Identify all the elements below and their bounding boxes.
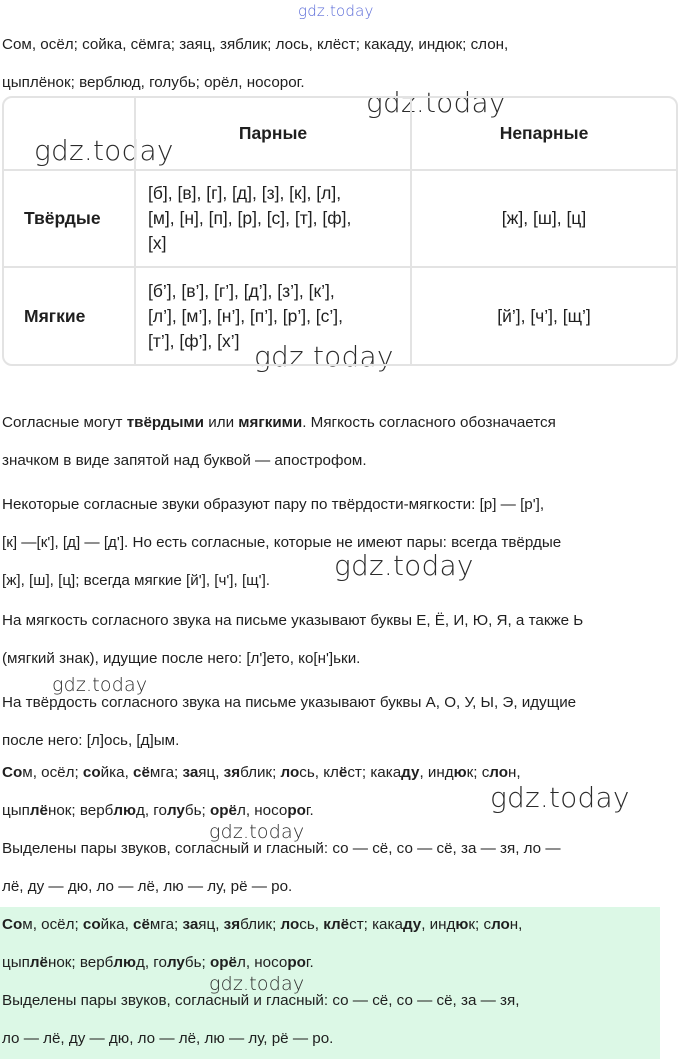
soft-unpaired-cell: [й’], [ч’], [щ’]	[497, 305, 591, 326]
bold-syllable: лю	[113, 802, 136, 819]
text-segment: мга;	[149, 764, 183, 781]
bold-syllable: за	[182, 916, 199, 933]
bold-syllable: ро	[287, 954, 306, 971]
text-segment: сь, кл	[299, 764, 339, 781]
watermark: gdz.today	[490, 781, 630, 814]
bold-syllable: ло	[280, 764, 300, 781]
soft-paired-cell: [б’], [в’], [г’], [д’], [з’], [к’], [л’], [м’], [н’], [п’], [р’], [с’], [т’], [ф’], [х’]	[136, 268, 412, 364]
text-segment: ст; кака	[349, 916, 403, 933]
text-segment: яц,	[198, 764, 224, 781]
text-segment: сь,	[299, 916, 324, 933]
bold-syllable: ло	[280, 916, 300, 933]
row-hard-label: Твёрдые	[4, 171, 136, 269]
bold-syllable: ду	[401, 764, 420, 781]
header-unpaired: Непарные	[412, 98, 676, 171]
text-segment: л, носо	[236, 802, 288, 819]
bold-syllable: ду	[402, 916, 422, 933]
text-segment: бь;	[184, 954, 210, 971]
text-segment: м, осёл;	[22, 916, 83, 933]
text-segment: цып	[2, 954, 30, 971]
text-segment: л, носо	[236, 954, 288, 971]
bold-syllable: зя	[223, 916, 241, 933]
theory-paragraph-2: Некоторые согласные звуки образуют пару по твёрдости-мягкости: [р] — [р'], [к] —[к'], [д] — [д']. Но есть согласные, которые не имеют пары: всегда твёрдые [ж], [ш], [ц]; всегда мягкие [й'], [ч'], [щ'].	[2, 496, 562, 589]
bold-syllable: ро	[287, 802, 306, 819]
consonant-table	[2, 96, 678, 366]
bold-syllable: ю	[453, 764, 467, 781]
bold-syllable: сё	[133, 764, 150, 781]
text-segment: йка,	[100, 764, 134, 781]
answer-1-line-1	[2, 754, 678, 792]
bold-syllable: клё	[323, 916, 350, 933]
watermark: gdz.today	[209, 821, 305, 843]
bold-syllable: со	[82, 916, 101, 933]
text-segment: м, осёл;	[22, 764, 83, 781]
bold-syllable: ло	[491, 916, 510, 933]
hard-paired-cell: [б], [в], [г], [д], [з], [к], [л], [м], [н], [п], [р], [с], [т], [ф], [х]	[136, 171, 412, 269]
bold-syllable: Со	[2, 916, 23, 933]
bold-syllable: лё	[29, 802, 48, 819]
text-segment: нок; верб	[47, 802, 114, 819]
answer-2-line-1	[2, 906, 678, 944]
text-segment: г.	[305, 954, 314, 971]
bold-syllable: со	[82, 764, 101, 781]
text-segment: блик;	[240, 764, 281, 781]
answer-1-line-2	[2, 792, 678, 830]
text-segment: н,	[509, 916, 523, 933]
corner-cell	[4, 98, 136, 171]
bold-syllable: сё	[133, 916, 150, 933]
intro-words: Сом, осёл; сойка, сёмга; заяц, зяблик; лось, клёст; какаду, индюк; слон, цыплёнок; верблюд, голубь; орёл, носорог.	[2, 36, 509, 91]
watermark: gdz.today	[366, 86, 506, 119]
bold-syllable: ё	[338, 764, 348, 781]
theory-paragraph-4: На твёрдость согласного звука на письме указывают буквы А, О, У, Ы, Э, идущие после него: [л]ось, [д]ым.	[2, 694, 577, 749]
answer-2-line-2	[2, 944, 678, 982]
text-segment: , инд	[419, 764, 454, 781]
bold-syllable: орё	[209, 802, 237, 819]
bold-syllable: лю	[113, 954, 136, 971]
text-segment: д, го	[136, 954, 167, 971]
text-segment: н,	[508, 764, 521, 781]
watermark-top: gdz.today	[298, 2, 374, 20]
header-paired: Парные	[136, 98, 412, 171]
text-segment: , инд	[421, 916, 456, 933]
text-segment: к; с	[466, 764, 490, 781]
text-segment: г.	[305, 802, 314, 819]
theory-paragraph-3: На мягкость согласного звука на письме указывают буквы Е, Ё, И, Ю, Я, а также Ь (мягкий знак), идущие после него: [л']ето, ко[н']ьки.	[2, 612, 584, 667]
bold-syllable: зя	[223, 764, 241, 781]
text-segment: яц,	[198, 916, 224, 933]
bold-syllable: ю	[455, 916, 469, 933]
bold-syllable: лу	[166, 802, 185, 819]
bold-syllable: Со	[2, 764, 23, 781]
row-soft-label: Мягкие	[4, 268, 136, 364]
text-segment: цып	[2, 802, 30, 819]
watermark: gdz.today	[52, 674, 148, 696]
watermark: gdz.today	[334, 549, 474, 582]
theory-paragraph-1: Согласные могут твёрдыми или мягкими. Мягкость согласного обозначается значком в виде запятой над буквой — апострофом.	[2, 414, 556, 469]
text-segment: к; с	[468, 916, 492, 933]
answer-2: Сом, осёл; сойка, сёмга; заяц, зяблик; лось, клёст; какаду, индюк; слон, цыплёнок; верблюд, голубь; орёл, носорог. Выделены пары звуков, согласный и гласный: со — сё, со — сё, за — зя, ло — лё, ду — дю, ло — лё, лю — лу, рё — ро.	[2, 906, 678, 1058]
text-segment: блик;	[240, 916, 281, 933]
text-segment: йка,	[100, 916, 134, 933]
hard-unpaired-cell: [ж], [ш], [ц]	[412, 171, 676, 269]
bold-syllable: лу	[166, 954, 185, 971]
watermark: gdz.today	[254, 340, 394, 373]
answer-1: Сом, осёл; сойка, сёмга; заяц, зяблик; лось, клёст; какаду, индюк; слон, цыплёнок; верблюд, голубь; орёл, носорог. Выделены пары звуков, согласный и гласный: со — сё, со — сё, за — зя, ло — лё, ду — дю, ло — лё, лю — лу, рё — ро.	[2, 754, 678, 906]
bold-syllable: ло	[489, 764, 509, 781]
text-segment: нок; верб	[47, 954, 114, 971]
text-segment: мга;	[149, 916, 183, 933]
text-segment: д, го	[136, 802, 167, 819]
bold-syllable: орё	[209, 954, 237, 971]
text-segment: ст; кака	[347, 764, 402, 781]
text-segment: бь;	[184, 802, 210, 819]
watermark: gdz.today	[34, 134, 174, 167]
bold-syllable: лё	[29, 954, 48, 971]
watermark: gdz.today	[209, 973, 305, 995]
bold-syllable: за	[182, 764, 199, 781]
